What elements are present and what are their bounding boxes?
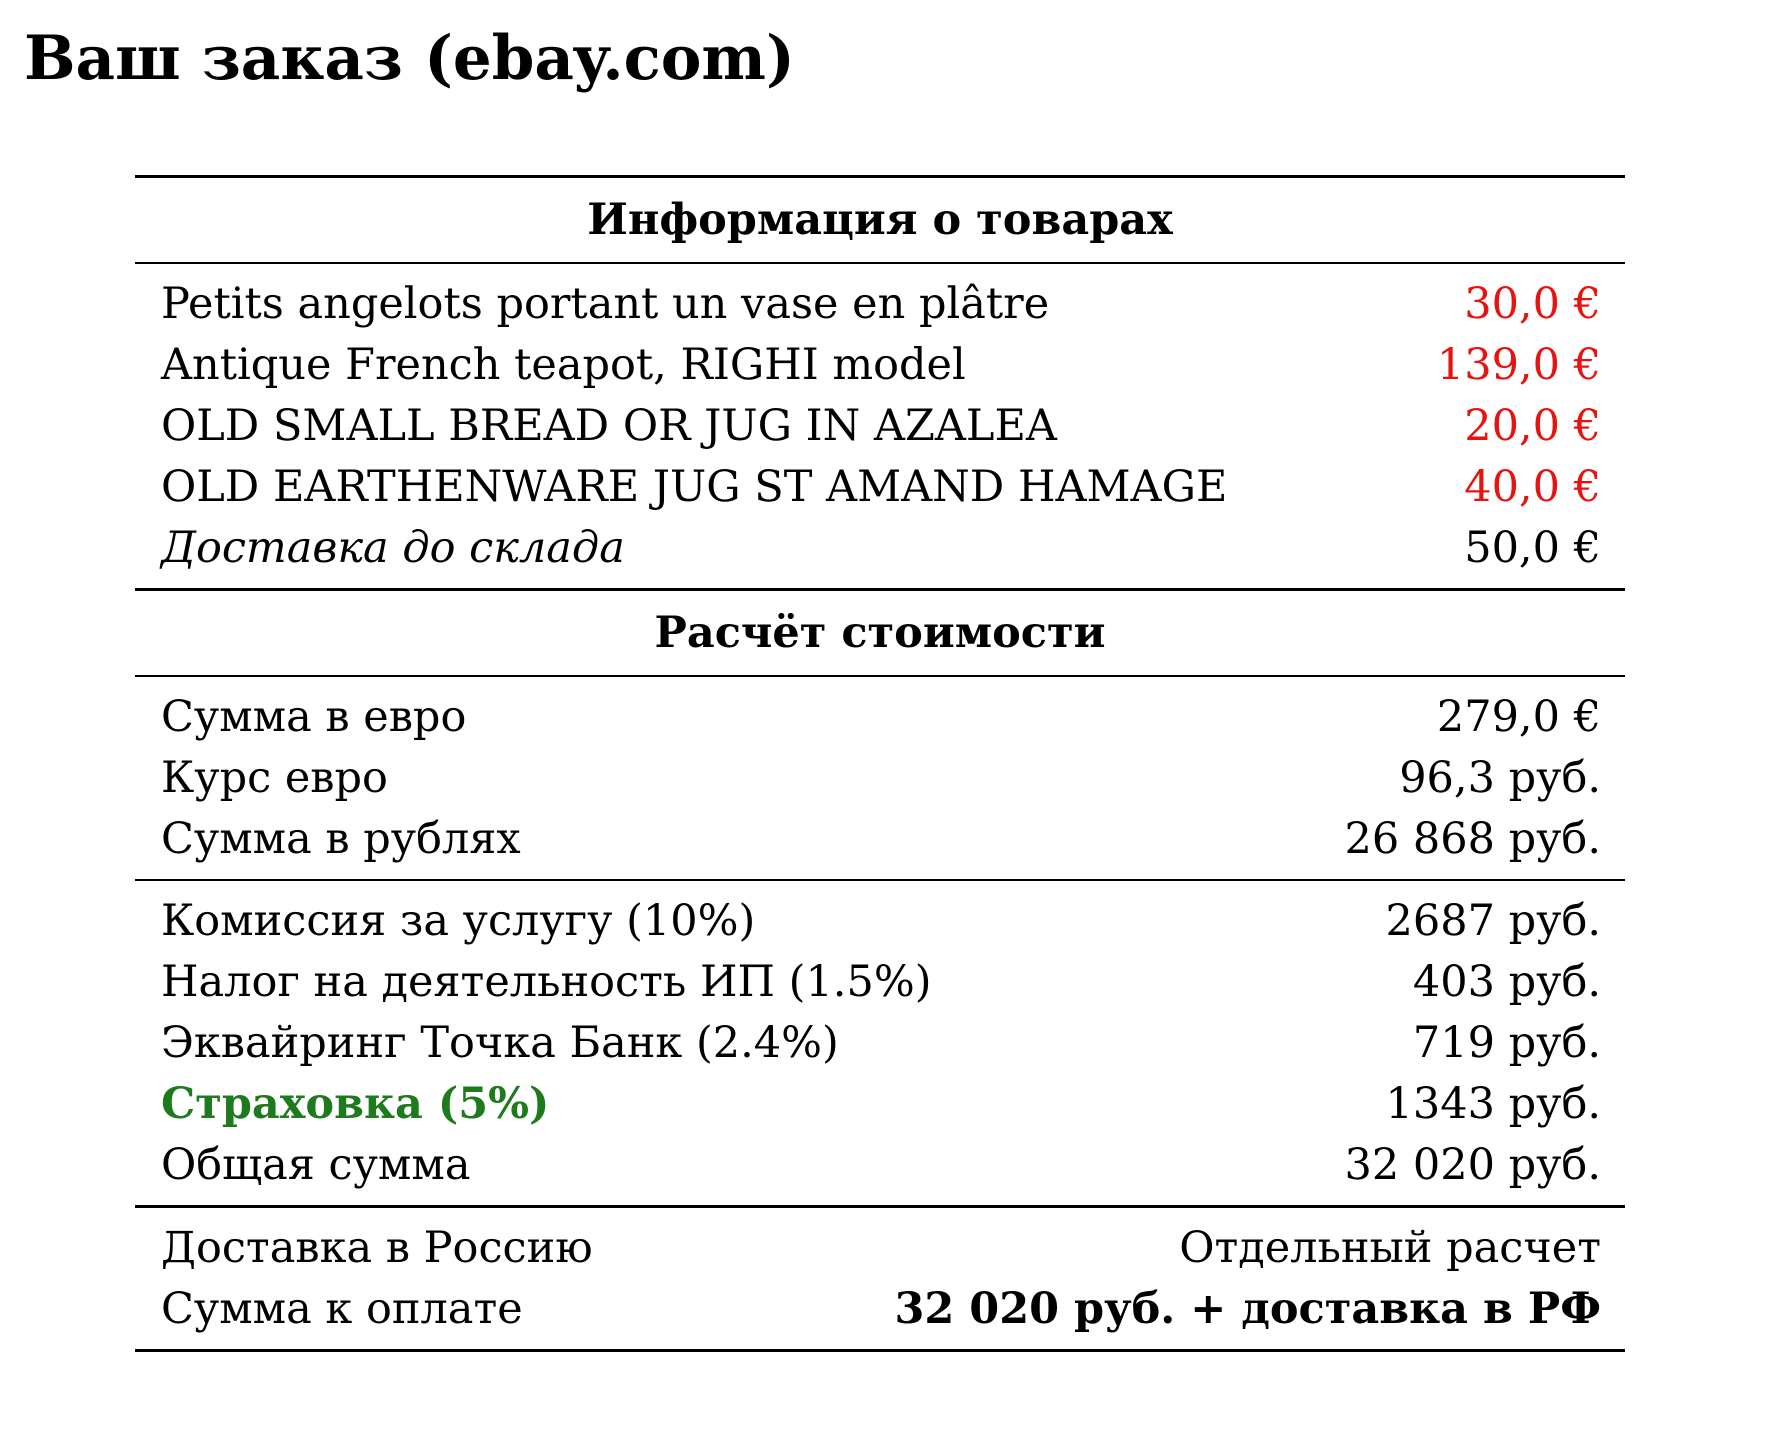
- warehouse-delivery-label: Доставка до склада: [161, 522, 625, 573]
- sum-rub-row: [161, 808, 1601, 869]
- amount-due-row: [161, 1278, 1601, 1339]
- amount-due-value: 32 020 руб. + доставка в РФ: [894, 1283, 1601, 1334]
- commission-value: 2687 руб.: [1385, 895, 1601, 946]
- item-name: OLD EARTHENWARE JUG ST AMAND HAMAGE: [161, 461, 1228, 512]
- page-title: Ваш заказ (ebay.com): [24, 23, 795, 94]
- euro-rate-label: Курс евро: [161, 752, 388, 803]
- total-label: Общая сумма: [161, 1139, 471, 1190]
- items-list: [135, 264, 1625, 588]
- sum-rub-value: 26 868 руб.: [1344, 813, 1601, 864]
- items-section-heading: Информация о товарах: [587, 195, 1173, 245]
- russia-delivery-label: Доставка в Россию: [161, 1222, 593, 1273]
- sum-euro-label: Сумма в евро: [161, 691, 467, 742]
- acquiring-label: Эквайринг Точка Банк (2.4%): [161, 1017, 839, 1068]
- euro-rate-value: 96,3 руб.: [1399, 752, 1601, 803]
- sum-euro-row: [161, 686, 1601, 747]
- item-name: Petits angelots portant un vase en plâtre: [161, 278, 1050, 329]
- acquiring-value: 719 руб.: [1412, 1017, 1601, 1068]
- insurance-value: 1343 руб.: [1385, 1078, 1601, 1129]
- currency-block: [135, 677, 1625, 879]
- acquiring-row: [161, 1012, 1601, 1073]
- item-price: 40,0 €: [1464, 461, 1601, 512]
- total-row: [161, 1134, 1601, 1195]
- tax-row: [161, 951, 1601, 1012]
- amount-due-label: Сумма к оплате: [161, 1283, 523, 1334]
- tax-value: 403 руб.: [1412, 956, 1601, 1007]
- insurance-row: [161, 1073, 1601, 1134]
- russia-delivery-row: [161, 1217, 1601, 1278]
- insurance-label: Страховка (5%): [161, 1078, 550, 1129]
- euro-rate-row: [161, 747, 1601, 808]
- item-price: 30,0 €: [1464, 278, 1601, 329]
- warehouse-delivery-row: [161, 517, 1601, 578]
- item-name: OLD SMALL BREAD OR JUG IN AZALEA: [161, 400, 1057, 451]
- cost-section-heading: Расчёт стоимости: [654, 608, 1106, 658]
- item-row: [161, 395, 1601, 456]
- final-block: [135, 1208, 1625, 1349]
- item-row: [161, 334, 1601, 395]
- russia-delivery-value: Отдельный расчет: [1179, 1222, 1601, 1273]
- item-name: Antique French teapot, RIGHI model: [161, 339, 966, 390]
- fees-block: [135, 881, 1625, 1205]
- item-row: [161, 456, 1601, 517]
- tax-label: Налог на деятельность ИП (1.5%): [161, 956, 932, 1007]
- order-summary-table: [135, 175, 1625, 1352]
- sum-rub-label: Сумма в рублях: [161, 813, 521, 864]
- commission-label: Комиссия за услугу (10%): [161, 895, 756, 946]
- sum-euro-value: 279,0 €: [1436, 691, 1601, 742]
- table-bottom-rule: [135, 1349, 1625, 1352]
- item-price: 20,0 €: [1464, 400, 1601, 451]
- warehouse-delivery-value: 50,0 €: [1464, 522, 1601, 573]
- total-value: 32 020 руб.: [1344, 1139, 1601, 1190]
- item-price: 139,0 €: [1436, 339, 1601, 390]
- item-row: [161, 273, 1601, 334]
- commission-row: [161, 890, 1601, 951]
